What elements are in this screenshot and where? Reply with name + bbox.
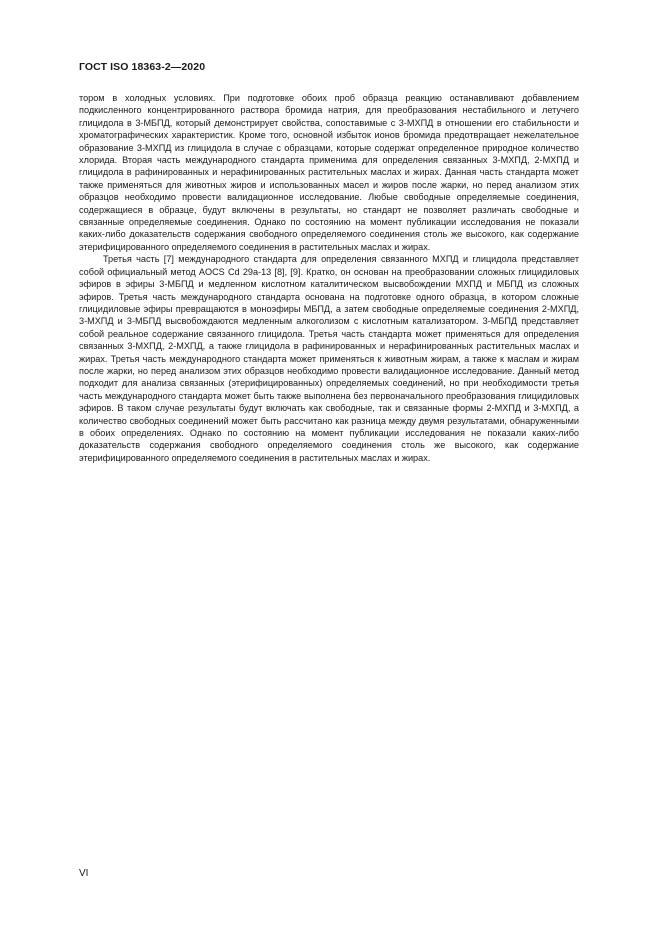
page-number: VI bbox=[79, 868, 89, 879]
paragraph-third-part: Третья часть [7] международного стандарта для определения связанного МХПД и глицидола представляет собой официальный метод AOCS Cd 29a-13 [8], [9]. Кратко, он основан на преобразовании сложных глицидиловых эфиров в эфиры 3-МБПД и медленном кислотном каталитическом высвобождении МХПД и МБПД из сложных эфиров. Третья часть международного стандарта основана на подготовке одного образца, в котором сложные глицидиловые эфиры превращаются в моноэфиры МБПД, а затем свободные определяемые соединения 2-МХПД, 3-МХПД и 3-МБПД высвобождаются медленным алкоголизом с кислотным катализатором. 3-МБПД представляет собой реальное содержание связанного глицидола. Третья часть стандарта может применяться для определения связанных 3-МХПД, 2-МХПД, а также глицидола в рафинированных и нерафинированных растительных маслах и жирах. Третья часть международного стандарта может применяться к животным жирам, а также к маслам и жирам после жарки, но перед анализом этих образцов необходимо провести валидационное исследование. Данный метод подходит для анализа связанных (этерифицированных) определяемых соединений, но при необходимости третья часть международного стандарта может быть также выполнена без первоначального преобразования глицидиловых эфиров. В таком случае результаты будут включать как свободные, так и связанные формы 2-МХПД и 3-МХПД, а количество свободных соединений может быть рассчитано как разница между двумя результатами, обнаруженными в обоих определениях. Однако по состоянию на момент публикации исследования не показали каких-либо доказательств содержания свободного определяемого соединения столь же высокого, как содержание этерифицированного определяемого соединения в растительных маслах и жирах. bbox=[79, 254, 579, 463]
document-header: ГОСТ ISO 18363-2—2020 bbox=[79, 61, 206, 73]
document-body bbox=[79, 92, 579, 464]
paragraph-continuation: тором в холодных условиях. При подготовке обоих проб образца реакцию останавливают добавлением подкисленного концентрированного раствора бромида натрия, для преобразования нестабильного и летучего глицидола в 3-МБПД, который демонстрирует свойства, сопоставимые с 3-МХПД в отношении его стабильности и хроматографических характеристик. Кроме того, основной избыток ионов бромида предотвращает нежелательное образование 3-МХПД из глицидола в случае с образцами, которые содержат определенное природное количество хлорида. Вторая часть международного стандарта применима для определения связанных 3-МХПД, 2-МХПД и глицидола в рафинированных и нерафинированных растительных маслах и жирах. Данная часть стандарта может также применяться для животных жиров и использованных масел и жиров после жарки, но перед анализом этих образцов необходимо провести валидационное исследование. Любые свободные определяемые соединения, содержащиеся в образце, будут включены в результаты, но стандарт не позволяет различать свободные и связанные определяемые соединения. Однако по состоянию на момент публикации исследования не показали каких-либо доказательств содержания свободного определяемого соединения столь же высокого, как содержание этерифицированного определяемого соединения в растительных маслах и жирах. bbox=[79, 93, 579, 252]
